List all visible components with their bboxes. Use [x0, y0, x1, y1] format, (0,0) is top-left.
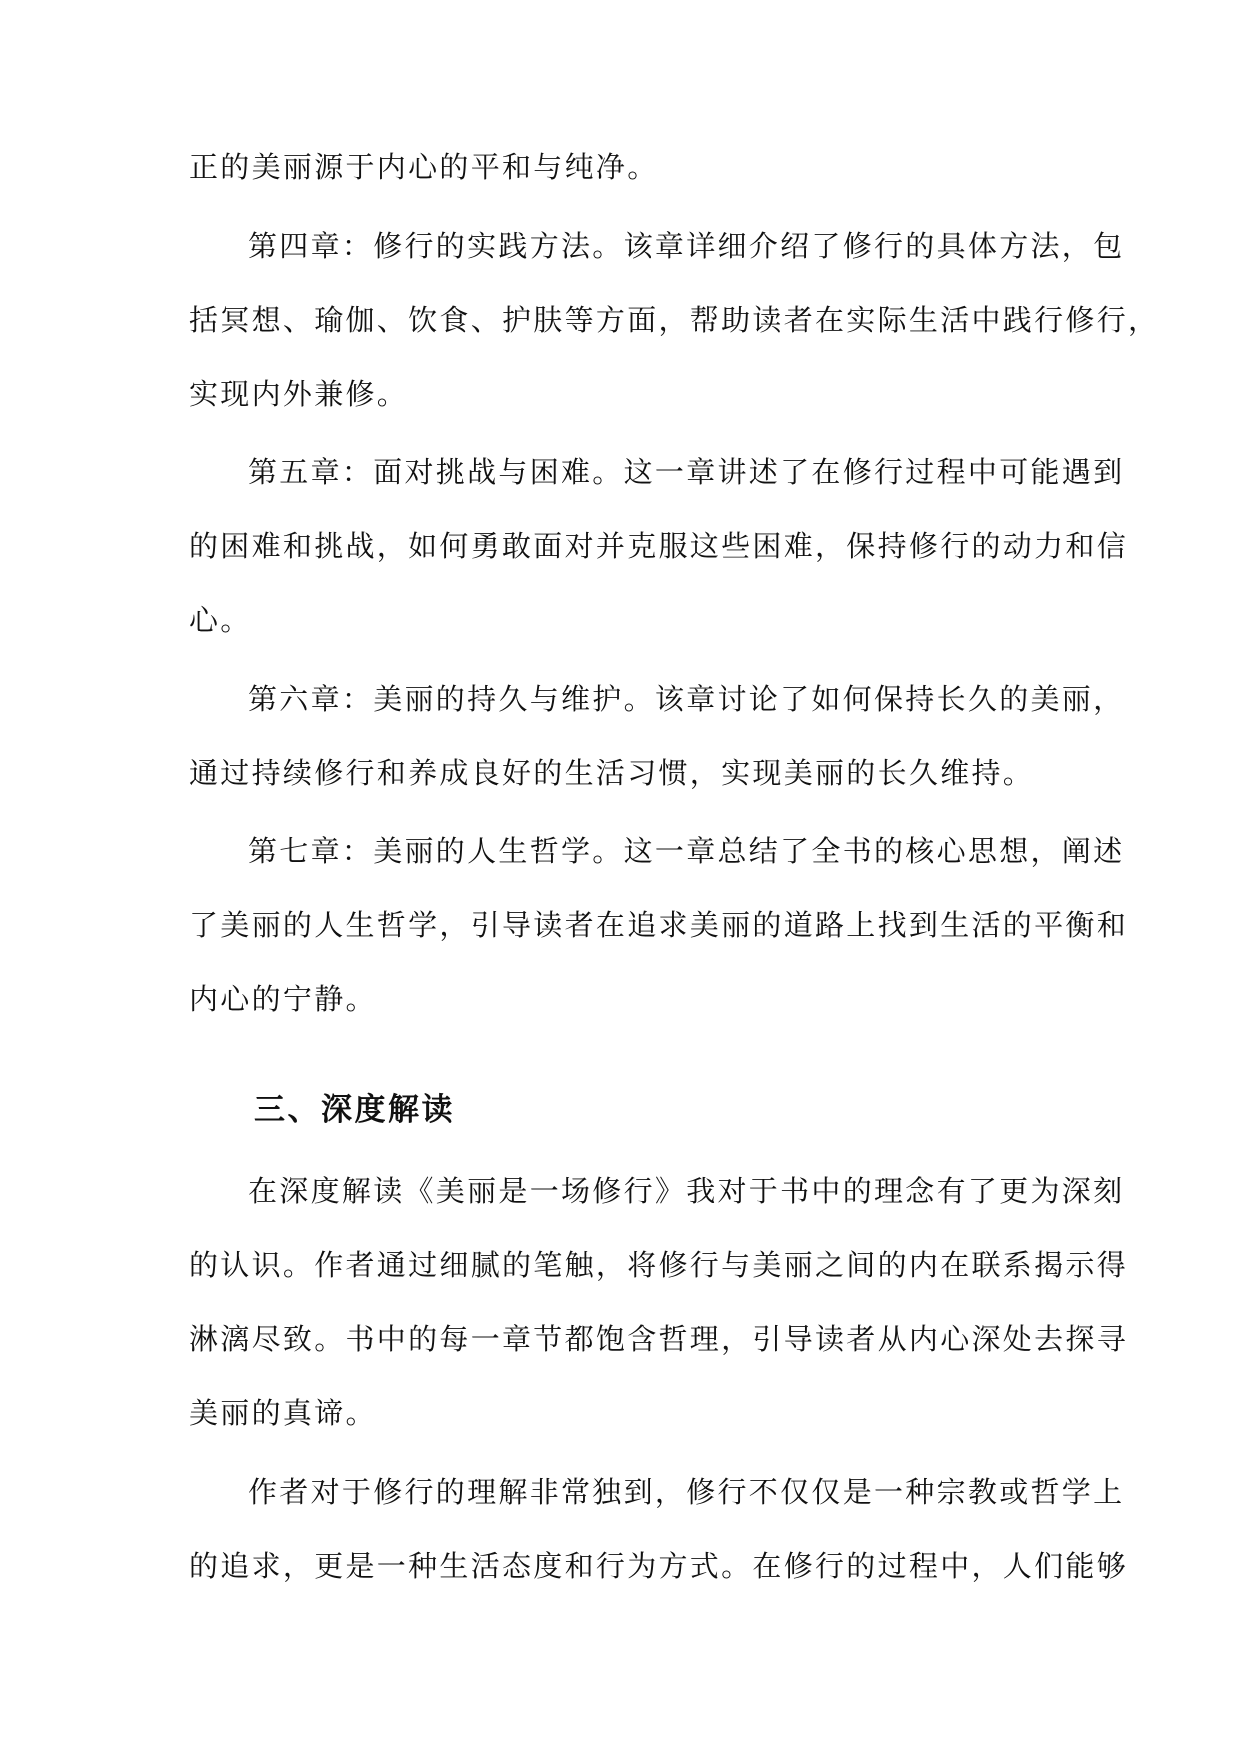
- text-line: 作者对于修行的理解非常独到，修行不仅仅是一种宗教或哲学上: [248, 1475, 1125, 1509]
- text-line: 内心的宁静。: [189, 982, 377, 1016]
- text-line: 正的美丽源于内心的平和与纯净。: [189, 150, 659, 184]
- text-line: 的认识。作者通过细腻的笔触，将修行与美丽之间的内在联系揭示得: [189, 1248, 1129, 1282]
- text-line: 在深度解读《美丽是一场修行》我对于书中的理念有了更为深刻: [248, 1174, 1125, 1208]
- text-line: 第五章：面对挑战与困难。这一章讲述了在修行过程中可能遇到: [248, 455, 1125, 489]
- text-line: 第六章：美丽的持久与维护。该章讨论了如何保持长久的美丽，: [248, 682, 1125, 716]
- text-line: 心。: [189, 603, 252, 637]
- text-line: 的追求，更是一种生活态度和行为方式。在修行的过程中，人们能够: [189, 1549, 1129, 1583]
- text-line: 通过持续修行和养成良好的生活习惯，实现美丽的长久维持。: [189, 756, 1035, 790]
- section-heading: 三、深度解读: [254, 1092, 455, 1128]
- text-line: 美丽的真谛。: [189, 1396, 377, 1430]
- text-line: 了美丽的人生哲学，引导读者在追求美丽的道路上找到生活的平衡和: [189, 908, 1129, 942]
- text-line: 的困难和挑战，如何勇敢面对并克服这些困难，保持修行的动力和信: [189, 529, 1129, 563]
- text-line: 淋漓尽致。书中的每一章节都饱含哲理，引导读者从内心深处去探寻: [189, 1322, 1129, 1356]
- text-line: 实现内外兼修。: [189, 377, 409, 411]
- text-line: 第七章：美丽的人生哲学。这一章总结了全书的核心思想，阐述: [248, 834, 1125, 868]
- text-line: 第四章：修行的实践方法。该章详细介绍了修行的具体方法，包: [248, 229, 1125, 263]
- text-line: 括冥想、瑜伽、饮食、护肤等方面，帮助读者在实际生活中践行修行，: [189, 303, 1160, 337]
